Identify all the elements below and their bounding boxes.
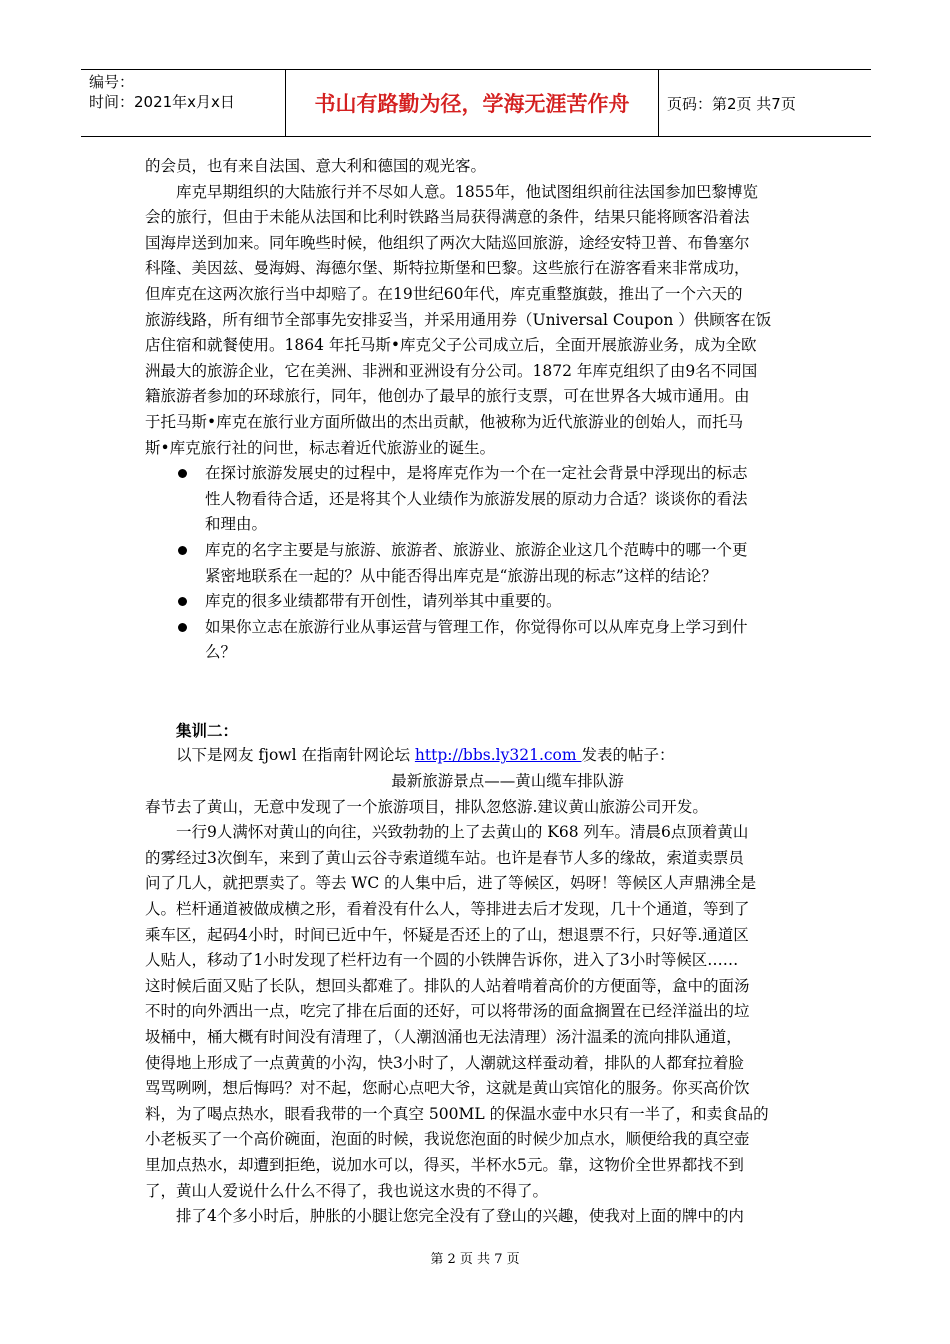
- spacer: [145, 666, 810, 718]
- paragraph-line: 一行9人满怀对黄山的向往，兴致勃勃的上了去黄山的 K68 列车。清晨6点顶着黄山: [176, 823, 749, 842]
- paragraph-line: 料，为了喝点热水，眼看我带的一个真空 500ML 的保温水壶中水只有一半了，和卖食品的: [145, 1104, 769, 1123]
- bullet-item: 库克的名字主要是与旅游、旅游者、旅游业、旅游企业这几个范畴中的哪一个更: [145, 538, 810, 564]
- paragraph-line: 人。栏杆通道被做成横之形，看着没有什么人，等排进去后才发现，几十个通道，等到了: [145, 900, 750, 919]
- paragraph-line: 这时候后面又贴了长队，想回头都难了。排队的人站着啃着高价的方便面等，盒中的面汤: [145, 976, 750, 995]
- section-heading: 集训二：: [176, 720, 239, 740]
- intro-line: 以下是网友 fjowl 在指南针网论坛 http://bbs.ly321.com 发表的帖子：: [176, 746, 675, 765]
- bullet-continuation: 性人物看待合适，还是将其个人业绩作为旅游发展的原动力合适？谈谈你的看法: [205, 489, 748, 508]
- forum-link[interactable]: http://bbs.ly321.com: [414, 746, 582, 765]
- bullet-icon: [178, 469, 187, 478]
- bullet-continuation: 紧密地联系在一起的？从中能否得出库克是“旅游出现的标志”这样的结论？: [205, 566, 717, 585]
- document-time: 时间：2021年x月x日: [89, 93, 235, 111]
- page-header: [81, 69, 871, 137]
- post-title: 最新旅游景点——黄山缆车排队游: [391, 772, 624, 791]
- header-motto: 书山有路勤为径，学海无涯苦作舟: [286, 70, 659, 136]
- bullet-item: 在探讨旅游发展史的过程中，是将库克作为一个在一定社会背景中浮现出的标志: [145, 461, 810, 487]
- bullet-icon: [178, 597, 187, 606]
- paragraph-line: 库克早期组织的大陆旅行并不尽如人意。1855年，他试图组织前往法国参加巴黎博览: [176, 182, 758, 201]
- paragraph-line: 店住宿和就餐使用。1864 年托马斯•库克父子公司成立后，全面开展旅游业务，成为全欧: [145, 336, 757, 355]
- paragraph-line: 圾桶中，桶大概有时间没有清理了，（人潮汹涌也无法清理）汤汁温柔的流向排队通道，: [145, 1028, 742, 1046]
- paragraph-line: 春节去了黄山，无意中发现了一个旅游项目，排队忽悠游.建议黄山旅游公司开发。: [145, 797, 708, 816]
- paragraph-line: 的雾经过3次倒车，来到了黄山云谷寺索道缆车站。也许是春节人多的缘故，索道卖票员: [145, 848, 744, 867]
- paragraph-line: 不时的向外洒出一点，吃完了排在后面的还好，可以将带汤的面盒搁置在已经洋溢出的垃: [145, 1002, 750, 1021]
- header-meta: [81, 70, 286, 136]
- paragraph-line: 斯•库克旅行社的问世，标志着近代旅游业的诞生。: [145, 438, 496, 457]
- bullet-item: 库克的很多业绩都带有开创性，请列举其中重要的。: [145, 589, 810, 615]
- paragraph-line: 乘车区，起码4小时，时间已近中午，怀疑是否还上的了山，想退票不行，只好等.通道区: [145, 925, 749, 944]
- paragraph-line: 洲最大的旅游企业，它在美洲、非洲和亚洲设有分公司。1872 年库克组织了由9名不同国: [145, 361, 758, 380]
- bullet-icon: [178, 546, 187, 555]
- paragraph-line: 旅游线路，所有细节全部事先安排妥当，并采用通用券（Universal Coupon ）供顾客在饭: [145, 310, 772, 329]
- paragraph-line: 国海岸送到加来。同年晚些时候，他组织了两次大陆巡回旅游，途经安特卫普、布鲁塞尔: [145, 233, 750, 252]
- document-body: [145, 154, 810, 1230]
- paragraph-line: 了，黄山人爱说什么什么不得了，我也说这水贵的不得了。: [145, 1181, 549, 1200]
- bullet-continuation: 么？: [205, 643, 237, 662]
- bullet-icon: [178, 623, 187, 632]
- header-page-info: 页码：第2页 共7页: [667, 94, 796, 113]
- bullet-continuation: 和理由。: [205, 515, 268, 534]
- paragraph-line: 人贴人，移动了1小时发现了栏杆边有一个圆的小铁牌告诉你，进入了3小时等候区……: [145, 951, 739, 970]
- page-footer: 第 2 页 共 7 页: [430, 1252, 520, 1267]
- bullet-item: 如果你立志在旅游行业从事运营与管理工作，你觉得你可以从库克身上学习到什: [145, 615, 810, 641]
- paragraph-line: 的会员，也有来自法国、意大利和德国的观光客。: [145, 157, 487, 175]
- paragraph-line: 但库克在这两次旅行当中却赔了。在19世纪60年代，库克重整旗鼓，推出了一个六天的: [145, 284, 743, 303]
- paragraph-line: 籍旅游者参加的环球旅行，同年，他创办了最早的旅行支票，可在世界各大城市通用。由: [145, 387, 750, 406]
- paragraph-line: 于托马斯•库克在旅行业方面所做出的杰出贡献，他被称为近代旅游业的创始人，而托马: [145, 412, 744, 431]
- paragraph-line: 使得地上形成了一点黄黄的小沟，快3小时了，人潮就这样蚕动着，排队的人都耷拉着脸: [145, 1053, 744, 1072]
- paragraph-line: 小老板买了一个高价碗面，泡面的时候，我说您泡面的时候少加点水，顺便给我的真空壶: [145, 1130, 750, 1149]
- paragraph-line: 科隆、美因兹、曼海姆、海德尔堡、斯特拉斯堡和巴黎。这些旅行在游客看来非常成功，: [145, 259, 750, 278]
- paragraph-line: 排了4个多小时后，肿胀的小腿让您完全没有了登山的兴趣，使我对上面的牌中的内: [176, 1207, 744, 1226]
- paragraph-line: 会的旅行，但由于未能从法国和比利时铁路当局获得满意的条件，结果只能将顾客沿着法: [145, 208, 750, 227]
- document-number: 编号：: [89, 73, 135, 91]
- paragraph-line: 问了几人，就把票卖了。等去 WC 的人集中后，进了等候区，妈呀！等候区人声鼎沸全是: [145, 874, 757, 893]
- paragraph-line: 里加点热水，却遭到拒绝，说加水可以，得买，半杯水5元。靠，这物价全世界都找不到: [145, 1155, 744, 1174]
- paragraph-line: 骂骂咧咧，想后悔吗？对不起，您耐心点吧大爷，这就是黄山宾馆化的服务。你买高价饮: [145, 1079, 750, 1098]
